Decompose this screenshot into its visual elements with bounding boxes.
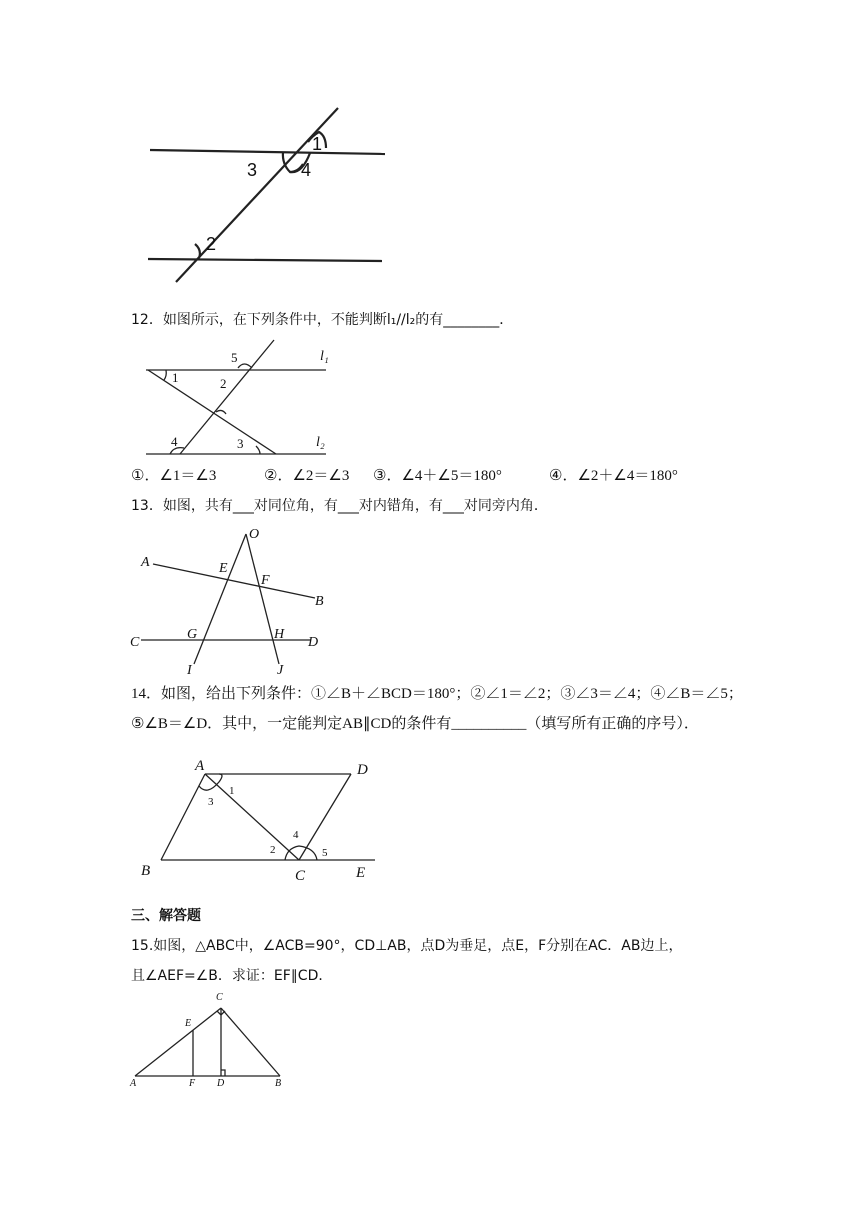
question-14-line-2: ⑤∠B＝∠D．其中，一定能判定AB∥CD的条件有__________（填写所有正确的序号）． xyxy=(131,716,699,732)
question-15-line-1: 15.如图，△ABC中，∠ACB=90°，CD⊥AB，点D为垂足，点E，F分别在AC．AB边上， xyxy=(131,938,683,954)
angle-label-4: 4 xyxy=(171,434,178,449)
figure-q15 xyxy=(125,988,290,1090)
point-label-B: B xyxy=(315,594,324,609)
line-label-l1: l₁ xyxy=(320,349,329,364)
angle-label-3: 3 xyxy=(208,796,214,808)
point-label-C: C xyxy=(130,635,140,650)
point-label-D: D xyxy=(308,635,319,650)
q12-option-3: ③．∠4＋∠5＝180° xyxy=(373,468,502,484)
q12-option-4: ④．∠2＋∠4＝180° xyxy=(549,468,678,484)
point-label-A: A xyxy=(141,555,150,570)
angle-label-2: 2 xyxy=(206,234,217,254)
section-title: 三、解答题 xyxy=(131,908,201,924)
angle-label-4: 4 xyxy=(301,160,312,180)
angle-label-2: 2 xyxy=(220,376,227,391)
question-12-text: 12．如图所示，在下列条件中，不能判断l₁//l₂的有________． xyxy=(131,312,514,328)
point-label-B: B xyxy=(275,1078,282,1089)
angle-label-3: 3 xyxy=(247,160,258,180)
question-14-line-1: 14．如图，给出下列条件：①∠B＋∠BCD＝180°；②∠1＝∠2；③∠3＝∠4；④∠B＝∠5； xyxy=(131,686,743,702)
angle-label-1: 1 xyxy=(312,134,323,154)
point-label-D: D xyxy=(357,762,368,778)
angle-label-2: 2 xyxy=(270,844,276,856)
figure-q13 xyxy=(125,522,335,678)
point-label-C: C xyxy=(216,992,223,1003)
figure-q14 xyxy=(135,752,385,884)
angle-label-3: 3 xyxy=(237,436,244,451)
figure-q12 xyxy=(140,338,340,462)
point-label-E: E xyxy=(356,865,366,881)
angle-label-1: 1 xyxy=(229,785,235,797)
point-label-H: H xyxy=(274,627,285,642)
point-label-E: E xyxy=(219,561,228,576)
point-label-G: G xyxy=(187,627,198,642)
point-label-D: D xyxy=(217,1078,225,1089)
point-label-E: E xyxy=(185,1018,192,1029)
q12-option-1: ①．∠1＝∠3 xyxy=(131,468,217,484)
question-15-line-2: 且∠AEF=∠B．求证：EF∥CD． xyxy=(131,968,333,984)
point-label-O: O xyxy=(249,527,260,542)
point-label-I: I xyxy=(187,663,192,678)
point-label-F: F xyxy=(261,573,270,588)
q12-option-2: ②．∠2＝∠3 xyxy=(264,468,350,484)
question-13-text: 13．如图，共有___对同位角，有___对内错角，有___对同旁内角． xyxy=(131,498,548,514)
point-label-A: A xyxy=(195,758,205,774)
angle-label-5: 5 xyxy=(231,350,238,365)
angle-label-1: 1 xyxy=(172,370,179,385)
angle-label-5: 5 xyxy=(322,847,328,859)
point-label-A: A xyxy=(130,1078,137,1089)
point-label-J: J xyxy=(277,663,284,678)
line-label-l2: l₂ xyxy=(316,435,325,450)
point-label-C: C xyxy=(295,868,306,884)
point-label-B: B xyxy=(141,863,151,879)
point-label-F: F xyxy=(189,1078,196,1089)
figure-q11 xyxy=(140,100,400,290)
angle-label-4: 4 xyxy=(293,829,299,841)
